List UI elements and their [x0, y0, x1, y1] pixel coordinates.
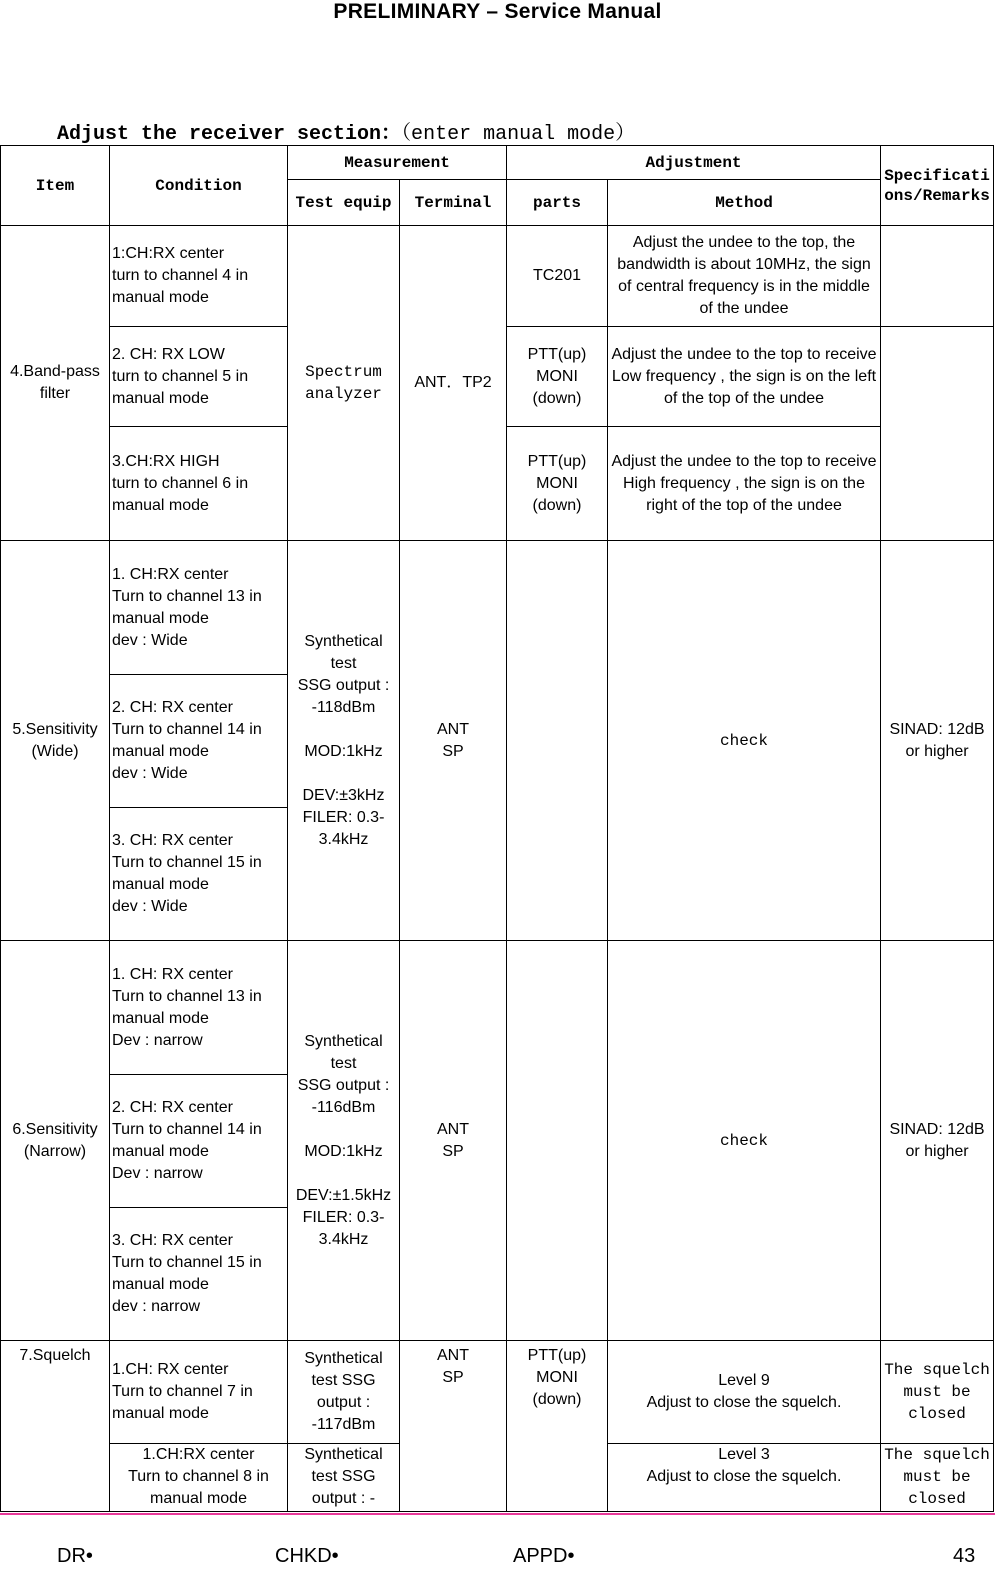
method-cell: Adjust the undee to the top to receive High frequency , the sign is on the right of the top of the undee [608, 427, 881, 541]
condition-cell: 3.CH:RX HIGH turn to channel 6 in manual mode [110, 427, 288, 541]
footer-divider [0, 1513, 995, 1515]
header-specifications: Specifications/Remarks [881, 146, 994, 226]
terminal-cell: ANT SP [400, 941, 507, 1341]
adjustment-table [0, 145, 994, 1512]
item-sensitivity-wide: 5.Sensitivity (Wide) [1, 541, 110, 941]
condition-cell: 2. CH: RX center Turn to channel 14 in manual mode dev : Wide [110, 675, 288, 808]
method-cell: Level 3 Adjust to close the squelch. [608, 1444, 881, 1512]
page-number: 43 [953, 1545, 976, 1567]
method-cell: Adjust the undee to the top to receive Low frequency , the sign is on the left of the top of the undee [608, 327, 881, 427]
equip-cell: Synthetical test SSG output : - [288, 1444, 400, 1512]
section-title-sub: （enter manual mode） [401, 123, 636, 146]
header-condition: Condition [110, 146, 288, 226]
section-title-main: Adjust the receiver section： [57, 123, 402, 146]
spec-cell: SINAD: 12dB or higher [881, 941, 994, 1341]
section-title [57, 116, 635, 146]
condition-cell: 3. CH: RX center Turn to channel 15 in manual mode dev : narrow [110, 1208, 288, 1341]
header-measurement: Measurement [288, 146, 507, 180]
header-test-equip: Test equip [288, 180, 400, 226]
equip-cell: Synthetical test SSG output : -117dBm [288, 1341, 400, 1444]
method-cell: Adjust the undee to the top, the bandwidth is about 10MHz, the sign of central frequency is in the middle of the undee [608, 226, 881, 327]
header-parts: parts [507, 180, 608, 226]
terminal-cell: ANT SP [400, 541, 507, 941]
item-band-pass: 4.Band-pass filter [1, 226, 110, 541]
item-sensitivity-narrow: 6.Sensitivity (Narrow) [1, 941, 110, 1341]
condition-cell: 1:CH:RX center turn to channel 4 in manual mode [110, 226, 288, 327]
spec-cell: SINAD: 12dB or higher [881, 541, 994, 941]
condition-cell: 3. CH: RX center Turn to channel 15 in manual mode dev : Wide [110, 808, 288, 941]
footer-dr: DR• [57, 1545, 93, 1567]
condition-cell: 1.CH: RX center Turn to channel 7 in manual mode [110, 1341, 288, 1444]
table-row [1, 941, 994, 1075]
parts-cell: PTT(up) MONI (down) [507, 1341, 608, 1512]
terminal-cell: ANT SP [400, 1341, 507, 1512]
table-row [1, 541, 994, 675]
parts-cell-empty [507, 541, 608, 941]
equip-cell: Synthetical test SSG output : -116dBm MOD:1kHz DEV:±1.5kHz FILER: 0.3-3.4kHz [288, 941, 400, 1341]
page-header: PRELIMINARY – Service Manual [333, 0, 662, 23]
header-item: Item [1, 146, 110, 226]
footer-area [0, 1516, 995, 1572]
condition-cell: 2. CH: RX LOW turn to channel 5 in manual mode [110, 327, 288, 427]
parts-cell: TC201 [507, 226, 608, 327]
spec-cell: The squelch must be closed [881, 1444, 994, 1512]
condition-cell: 1.CH:RX center Turn to channel 8 in manual mode [110, 1444, 288, 1512]
parts-cell: PTT(up) MONI (down) [507, 427, 608, 541]
parts-cell: PTT(up) MONI (down) [507, 327, 608, 427]
condition-cell: 1. CH: RX center Turn to channel 13 in manual mode Dev : narrow [110, 941, 288, 1075]
spec-cell-empty [881, 327, 994, 541]
header-adjustment: Adjustment [507, 146, 881, 180]
header-terminal: Terminal [400, 180, 507, 226]
header-method: Method [608, 180, 881, 226]
method-cell: Level 9 Adjust to close the squelch. [608, 1341, 881, 1444]
table-row [1, 226, 994, 327]
parts-cell-empty [507, 941, 608, 1341]
item-squelch: 7.Squelch [1, 1341, 110, 1512]
table-row [1, 1341, 994, 1444]
equip-cell: Synthetical test SSG output : -118dBm MOD:1kHz DEV:±3kHz FILER: 0.3-3.4kHz [288, 541, 400, 941]
method-cell: check [608, 941, 881, 1341]
method-cell: check [608, 541, 881, 941]
terminal-cell: ANT．TP2 [400, 226, 507, 541]
equip-cell: Spectrum analyzer [288, 226, 400, 541]
condition-cell: 1. CH:RX center Turn to channel 13 in manual mode dev : Wide [110, 541, 288, 675]
spec-cell-empty [881, 226, 994, 327]
footer-chkd: CHKD• [275, 1545, 339, 1567]
footer-appd: APPD• [513, 1545, 575, 1567]
condition-cell: 2. CH: RX center Turn to channel 14 in manual mode Dev : narrow [110, 1075, 288, 1208]
spec-cell: The squelch must be closed [881, 1341, 994, 1444]
